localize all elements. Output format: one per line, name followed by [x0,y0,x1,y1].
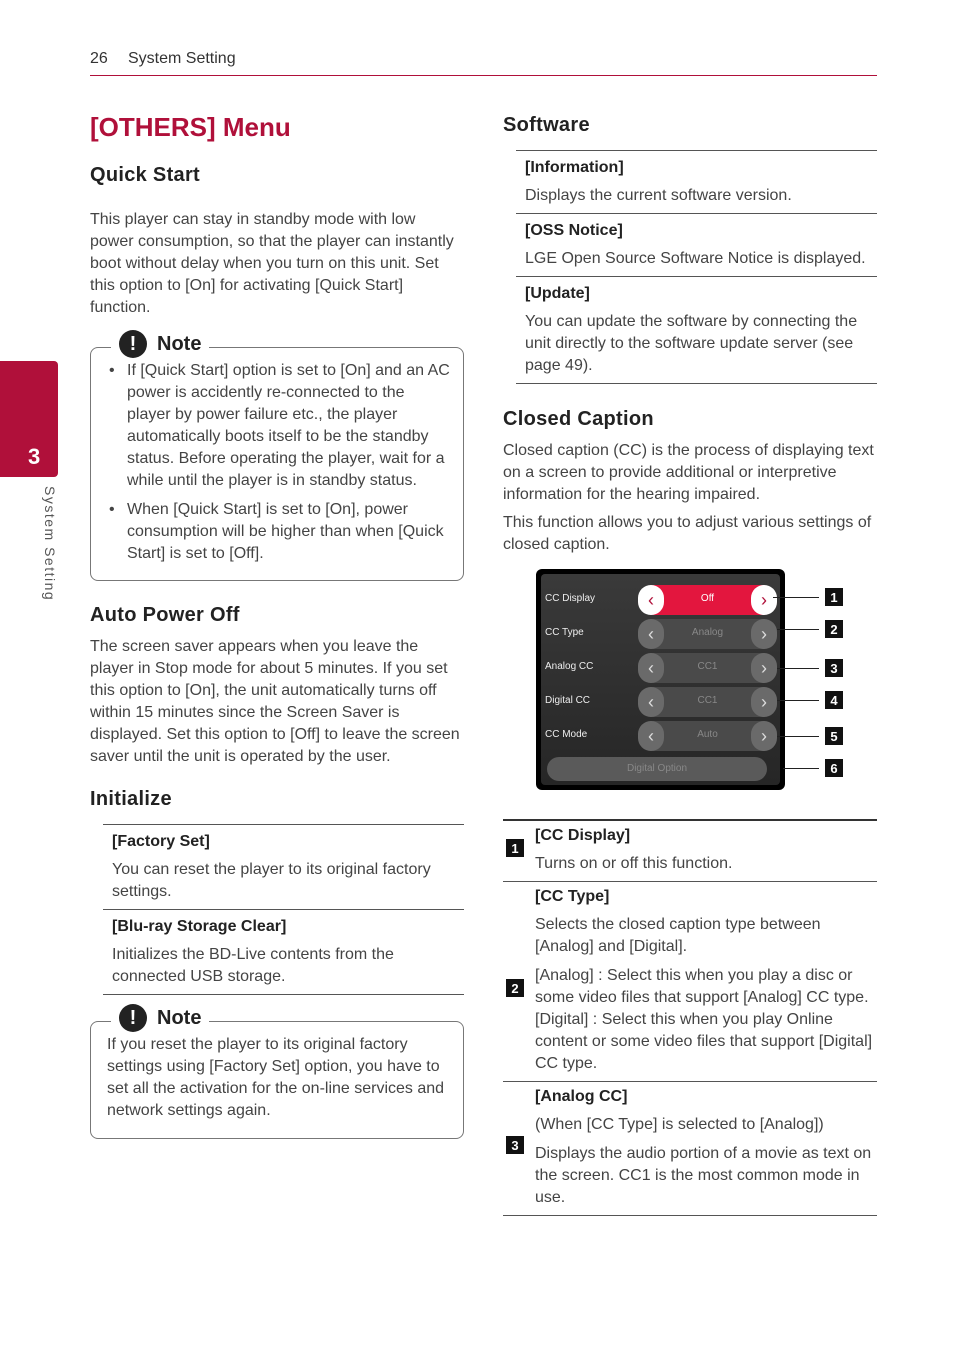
table-row [503,819,877,882]
cc-settings-screenshot [536,569,785,790]
setting-label: CC Mode [545,729,588,740]
closed-caption-body-2: This function allows you to adjust various settings of closed caption. [503,514,872,553]
digital-cc-selector[interactable] [638,687,777,717]
option-desc: Turns on or off this function. [535,855,733,872]
list-item: • When [Quick Start] is set to [On], power consumption will be higher than when [Quick Start] is set to [Off]. [107,499,451,565]
note-title: Note [157,1006,202,1029]
option-desc: Displays the current software version. [525,187,792,204]
option-desc: Displays the audio portion of a movie as text on the screen. CC1 is the most common mode in use. [535,1145,872,1206]
note-title: Note [157,332,202,355]
row-number: 3 [506,1136,524,1154]
option-desc: You can reset the player to its original factory settings. [112,861,431,900]
cc-display-selector[interactable] [638,585,777,615]
table-row [516,276,877,384]
analog-cc-row [541,653,780,683]
row-number: 1 [506,839,524,857]
setting-label: Analog CC [545,661,594,672]
cc-type-selector[interactable] [638,619,777,649]
table-row [103,824,464,909]
option-label: [Blu-ray Storage Clear] [112,918,287,935]
software-table [516,150,877,384]
closed-caption-heading: Closed Caption [503,408,654,430]
initialize-note [90,1006,464,1139]
setting-value: Analog [691,627,724,638]
option-label: [CC Display] [535,827,631,844]
exclamation-icon: ! [119,1004,147,1032]
cc-settings-panel [541,574,780,785]
closed-caption-body-1: Closed caption (CC) is the process of displaying text on a screen to provide additional or interpretive information for the hearing impaired. [503,442,874,503]
callout-line [777,736,819,737]
cc-type-row [541,619,780,649]
callout-line [783,768,819,769]
option-label: [OSS Notice] [525,222,623,239]
option-label: [Analog CC] [535,1088,628,1105]
chevron-left-icon[interactable]: ‹ [638,687,664,717]
note-text: If you reset the player to its original factory settings using [Factory Set] option, you have to set all the activation for the on-line services and network settings again. [107,1036,445,1119]
option-label: [Information] [525,159,624,176]
option-desc: [Analog] : Select this when you play a disc or some video files that support [Analog] CC type. [Digital] : Select this when you play Online content or some video files that support [Digital] CC type. [535,967,873,1072]
callout-number: 6 [825,759,843,777]
callout-line [777,629,819,630]
chevron-left-icon[interactable]: ‹ [638,721,664,751]
table-row [516,213,877,276]
auto-power-off-body: The screen saver appears when you leave the player in Stop mode for about 5 minutes. If you set this option to [On], the unit automatically turns off within 15 minutes since the Screen Saver is displayed. Set this option to [Off] to leave the screen saver until the unit is operated by the user. [90,638,460,765]
note-header [111,330,209,358]
header-section-name: System Setting [128,50,236,67]
chapter-number: 3 [28,444,41,469]
chevron-right-icon[interactable]: › [751,653,777,683]
setting-label: CC Display [545,593,596,604]
page-number: 26 [90,50,108,67]
list-item: • If [Quick Start] option is set to [On] and an AC power is accidently re-connected to the player by power failure etc., the player automatically boots itself to be the standby status. Before operating the player, wait for a while until the player is in standby status. [107,360,451,492]
option-label: [CC Type] [535,888,610,905]
table-row [516,150,877,213]
option-desc: (When [CC Type] is selected to [Analog]) [535,1116,824,1133]
callout-number: 2 [825,620,843,638]
callout-number: 4 [825,691,843,709]
setting-value: Off [700,593,715,604]
cc-display-row [541,585,780,615]
chevron-left-icon[interactable]: ‹ [638,619,664,649]
option-label: [Update] [525,285,590,302]
exclamation-icon: ! [119,330,147,358]
chevron-right-icon[interactable]: › [751,687,777,717]
chapter-label: System Setting [42,486,58,602]
setting-label: Digital CC [545,695,591,706]
option-desc: You can update the software by connecting the unit directly to the software update server (see page 49). [525,313,858,374]
setting-value: Auto [697,729,718,740]
note-list [107,360,451,572]
analog-cc-selector[interactable] [638,653,777,683]
quick-start-note [90,332,464,581]
cc-options-table [503,819,877,1216]
quick-start-heading: Quick Start [90,164,200,186]
initialize-heading: Initialize [90,788,172,810]
setting-value: CC1 [697,661,718,672]
digital-cc-row [541,687,780,717]
chevron-right-icon[interactable]: › [751,619,777,649]
page-header [90,48,877,76]
table-row [503,1082,877,1216]
option-desc: Initializes the BD-Live contents from the connected USB storage. [112,946,394,985]
page-title: [OTHERS] Menu [90,112,291,142]
table-row [103,909,464,995]
callout-line [777,700,819,701]
software-heading: Software [503,114,590,136]
row-number: 2 [506,979,524,997]
digital-option-button[interactable]: Digital Option [547,757,767,781]
callout-number: 1 [825,588,843,606]
callout-number: 5 [825,727,843,745]
option-desc: LGE Open Source Software Notice is displayed. [525,250,866,267]
quick-start-body: This player can stay in standby mode with low power consumption, so that the player can instantly boot without delay when you turn on this unit. Set this option to [On] for activating [Quick Start] function. [90,211,454,316]
chevron-right-icon[interactable]: › [751,721,777,751]
option-label: [Factory Set] [112,833,210,850]
setting-label: CC Type [545,627,584,638]
cc-mode-selector[interactable] [638,721,777,751]
chevron-left-icon[interactable]: ‹ [638,585,664,615]
cc-mode-row [541,721,780,751]
initialize-table [103,824,464,995]
note-header [111,1004,209,1032]
auto-power-off-heading: Auto Power Off [90,604,240,626]
option-desc: Selects the closed caption type between [Analog] and [Digital]. [535,916,821,955]
setting-value: CC1 [697,695,718,706]
callout-line [777,668,819,669]
chevron-right-icon[interactable]: › [751,585,777,615]
callout-line [773,597,819,598]
callout-number: 3 [825,659,843,677]
table-row [503,882,877,1082]
chevron-left-icon[interactable]: ‹ [638,653,664,683]
